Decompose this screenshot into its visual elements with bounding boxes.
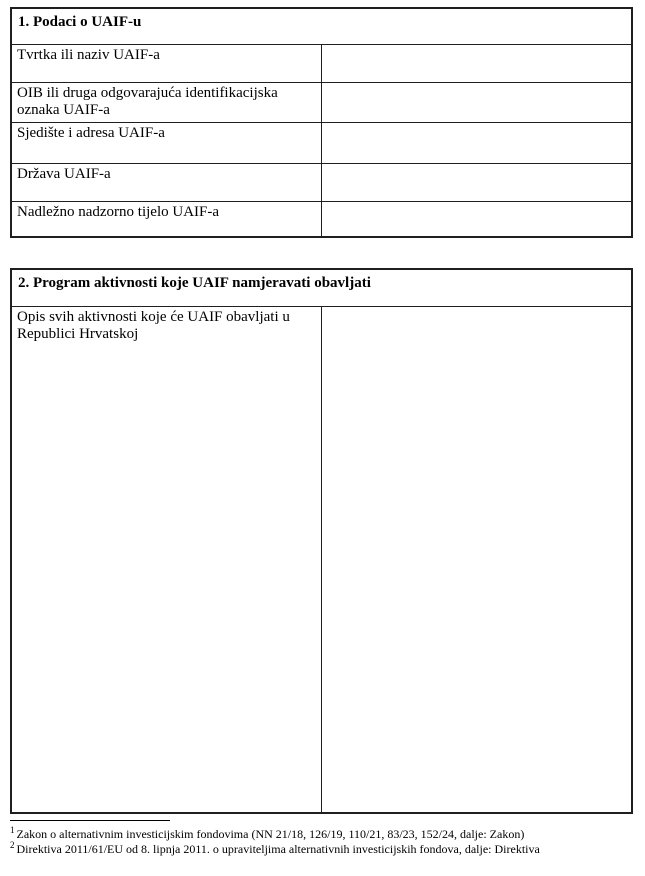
footnote-area — [10, 820, 635, 858]
footnote-2-marker: 2 — [10, 840, 15, 851]
table-row — [11, 122, 632, 163]
footnote-1-marker: 1 — [10, 825, 15, 835]
table1-title: 1. Podaci o UAIF-u — [11, 8, 632, 44]
field-label-supervisor: Nadležno nadzorno tijelo UAIF-a — [11, 201, 322, 237]
field-value-supervisor[interactable] — [322, 201, 633, 237]
table-row — [11, 306, 632, 813]
footnote-separator — [10, 820, 170, 821]
field-label-country: Država UAIF-a — [11, 163, 322, 201]
footnote-1 — [10, 827, 635, 842]
field-label-activities-description: Opis svih aktivnosti koje će UAIF obavljati u Republici Hrvatskoj — [11, 306, 322, 813]
footnote-2 — [10, 842, 635, 857]
footnote-2-text: Direktiva 2011/61/EU od 8. lipnja 2011. o upraviteljima alternativnih investicijskih fondova, dalje: Direktiva — [16, 842, 540, 857]
table-row — [11, 163, 632, 201]
field-value-activities-description[interactable] — [322, 306, 633, 813]
field-label-address: Sjedište i adresa UAIF-a — [11, 122, 322, 163]
table-row — [11, 82, 632, 122]
field-value-oib[interactable] — [322, 82, 633, 122]
footnote-1-text: Zakon o alternativnim investicijskim fondovima (NN 21/18, 126/19, 110/21, 83/23, 152/24, dalje: Zakon) — [16, 827, 525, 841]
field-label-company-name: Tvrtka ili naziv UAIF-a — [11, 44, 322, 82]
table-row — [11, 8, 632, 44]
table-row — [11, 44, 632, 82]
table2-title: 2. Program aktivnosti koje UAIF namjeravati obavljati — [11, 269, 632, 306]
table-row — [11, 269, 632, 306]
activity-program-table — [10, 268, 633, 814]
uaif-data-table — [10, 7, 633, 238]
table-row — [11, 201, 632, 237]
field-label-oib: OIB ili druga odgovarajuća identifikacijska oznaka UAIF-a — [11, 82, 322, 122]
field-value-country[interactable] — [322, 163, 633, 201]
field-value-address[interactable] — [322, 122, 633, 163]
field-value-company-name[interactable] — [322, 44, 633, 82]
